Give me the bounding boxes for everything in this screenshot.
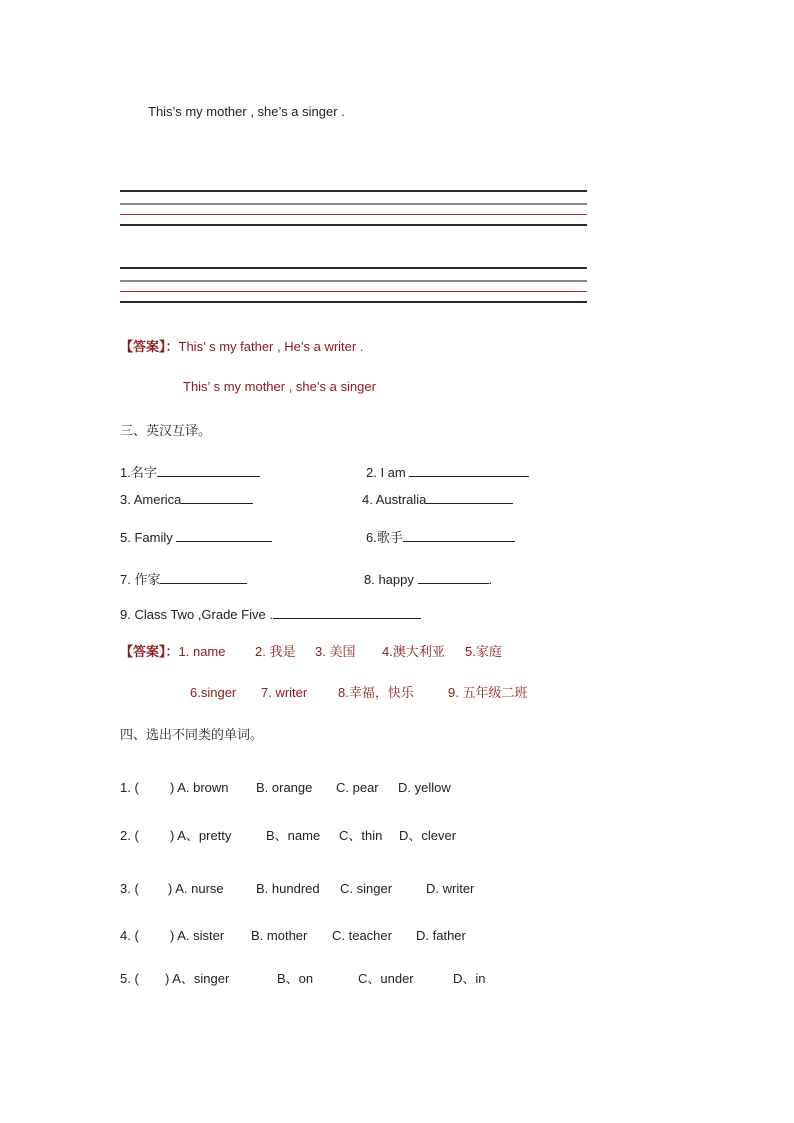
answer-blank[interactable]	[176, 529, 272, 542]
answer-blank[interactable]	[157, 464, 260, 477]
answer-blank[interactable]	[160, 571, 247, 584]
answer-blank[interactable]	[403, 529, 515, 542]
writing-line	[120, 301, 587, 303]
item-prompt: 1.名字	[120, 465, 157, 480]
writing-line	[120, 203, 587, 205]
option-b: B. hundred	[256, 881, 320, 896]
section-title: 三、英汉互译。	[120, 423, 212, 438]
translation-item	[366, 529, 515, 546]
writing-line	[120, 224, 587, 226]
answer-item: 5.家庭	[465, 644, 502, 659]
translation-item	[120, 529, 272, 546]
example-sentence: This’s my mother , she’s a singer .	[148, 104, 345, 119]
item-prompt: 8. happy	[364, 572, 414, 587]
option-a: ) A. nurse	[168, 881, 224, 896]
option-a: ) A、pretty	[170, 828, 232, 843]
item-prompt: 2. I am	[366, 465, 406, 480]
option-b: B、on	[277, 971, 314, 986]
answer-item: 8.幸福，快乐	[338, 685, 414, 700]
option-d: D、in	[453, 971, 486, 986]
option-b: B、name	[266, 828, 321, 843]
translation-item	[120, 606, 421, 623]
option-d: D. father	[416, 928, 466, 943]
answer-line: This’ s my mother , she’s a singer	[183, 379, 376, 394]
question-number: 3. (	[120, 881, 139, 896]
writing-line	[120, 291, 587, 292]
translation-item	[120, 464, 260, 481]
answer-item: 7. writer	[261, 685, 308, 700]
question-number: 4. (	[120, 928, 139, 943]
answer-label: 【答案】：	[120, 644, 179, 659]
item-prompt: 4. Australia	[362, 492, 427, 507]
option-a: ) A、singer	[165, 971, 230, 986]
answer-block-2	[120, 644, 226, 660]
answer-item: 1. name	[178, 644, 226, 659]
answer-label: 【答案】：	[120, 339, 179, 354]
translation-item	[120, 571, 247, 588]
option-d: D、clever	[399, 828, 457, 843]
answer-blank[interactable]	[418, 571, 489, 584]
option-c: C、thin	[339, 828, 383, 843]
item-prompt: 7. 作家	[120, 572, 161, 587]
section-title: 四、选出不同类的单词。	[120, 727, 264, 742]
answer-blank[interactable]	[181, 491, 253, 504]
item-prompt: 9. Class Two ,Grade Five .	[120, 607, 273, 622]
writing-line	[120, 190, 587, 192]
answer-block-1	[120, 339, 363, 355]
writing-line	[120, 214, 587, 215]
translation-item: 8. happy .	[364, 572, 493, 587]
item-prompt: 3. America	[120, 492, 182, 507]
translation-item	[120, 491, 253, 508]
option-b: B. mother	[251, 928, 308, 943]
option-d: D. yellow	[398, 780, 451, 795]
option-c: C. pear	[336, 780, 379, 795]
answer-item: 9. 五年级二班	[448, 685, 528, 700]
answer-item: 2. 我是	[255, 644, 296, 659]
translation-item	[366, 464, 529, 481]
question-number: 2. (	[120, 828, 139, 843]
answer-item: 4.澳大利亚	[382, 644, 445, 659]
option-a: ) A. sister	[170, 928, 225, 943]
answer-item: 3. 美国	[315, 644, 356, 659]
question-number: 5. (	[120, 971, 139, 986]
writing-line	[120, 280, 587, 282]
question-number: 1. (	[120, 780, 139, 795]
item-prompt: 6.歌手	[366, 530, 403, 545]
writing-line	[120, 267, 587, 269]
translation-item	[362, 491, 513, 508]
option-b: B. orange	[256, 780, 313, 795]
option-d: D. writer	[426, 881, 475, 896]
answer-blank[interactable]	[409, 464, 529, 477]
answer-blank[interactable]	[426, 491, 513, 504]
option-c: C、under	[358, 971, 414, 986]
item-prompt: 5. Family	[120, 530, 173, 545]
option-c: C. singer	[340, 881, 393, 896]
option-a: ) A. brown	[170, 780, 229, 795]
answer-line: This’ s my father , He’s a writer .	[178, 339, 364, 354]
answer-blank[interactable]	[273, 606, 421, 619]
answer-item: 6.singer	[190, 685, 237, 700]
option-c: C. teacher	[332, 928, 392, 943]
